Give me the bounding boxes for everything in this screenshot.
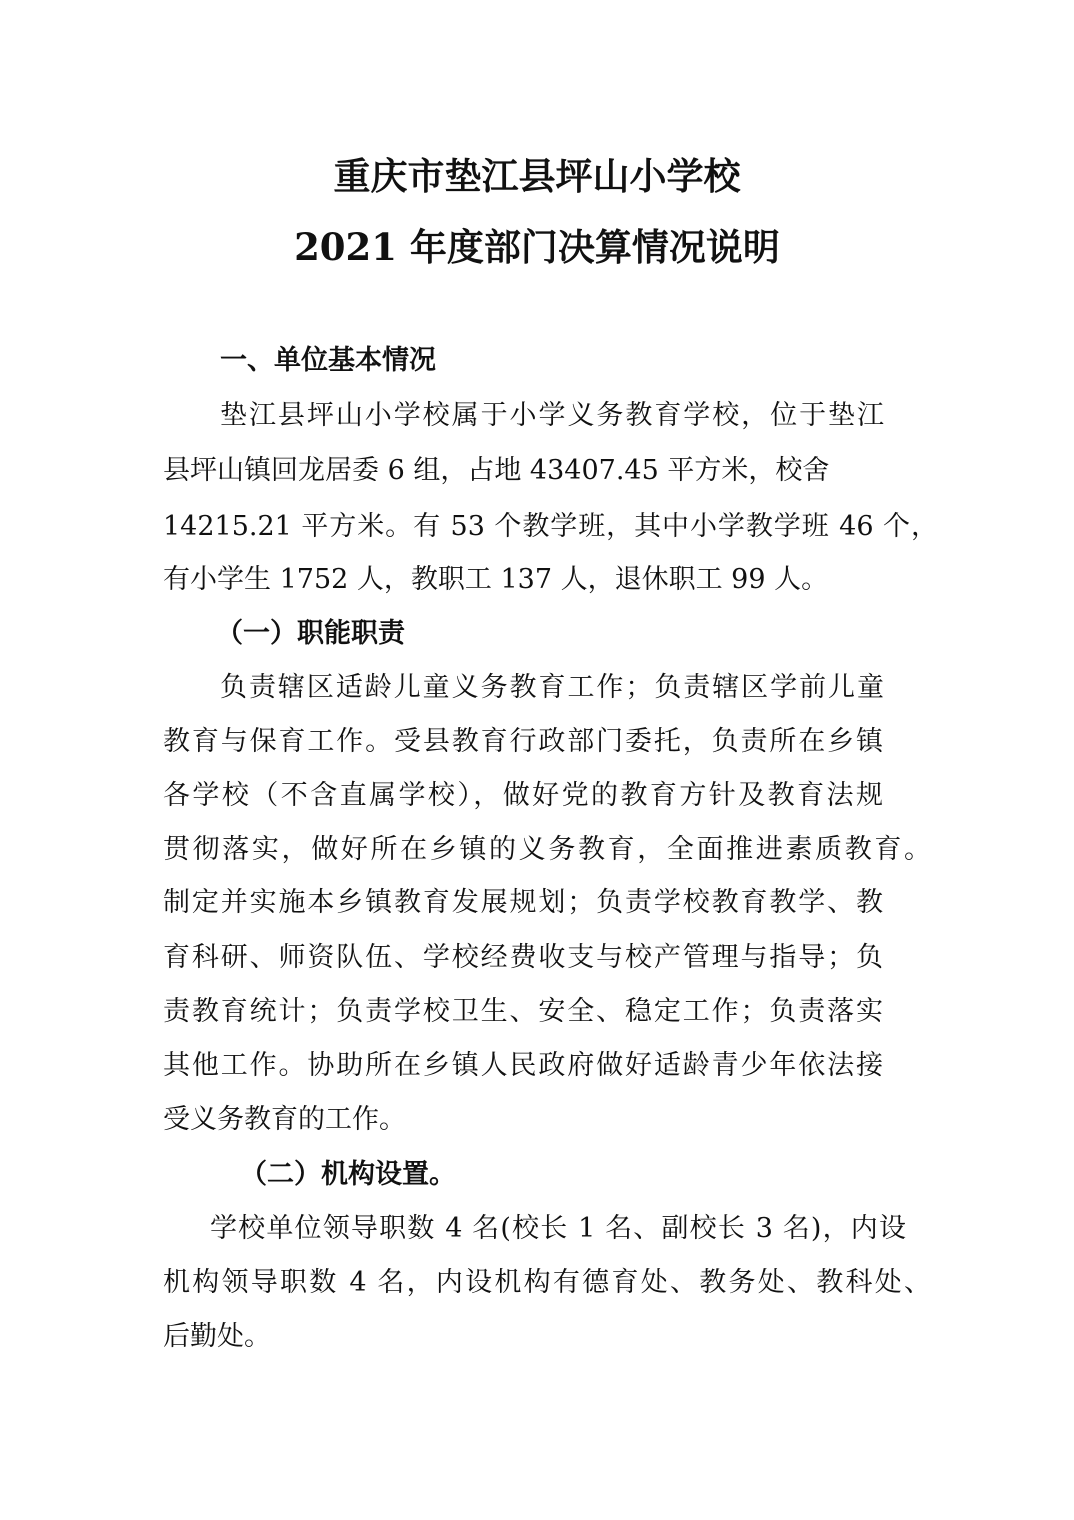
paragraph-line: 县坪山镇回龙居委 6 组，占地 43407.45 平方米，校舍 <box>163 455 830 486</box>
document-title-line-1: 重庆市垫江县坪山小学校 <box>333 154 741 198</box>
paragraph-line: 责教育统计；负责学校卫生、安全、稳定工作；负责落实 <box>163 996 883 1027</box>
paragraph-line: 14215.21 平方米。有 53 个教学班，其中小学教学班 46 个， <box>163 511 938 542</box>
paragraph-line: 制定并实施本乡镇教育发展规划；负责学校教育教学、教 <box>163 887 883 918</box>
paragraph-line: 育科研、师资队伍、学校经费收支与校产管理与指导；负 <box>163 942 883 973</box>
paragraph-line: 后勤处。 <box>163 1321 271 1352</box>
document-title-line-2: 2021 年度部门决算情况说明 <box>294 225 780 269</box>
paragraph-line: 垫江县坪山小学校属于小学义务教育学校，位于垫江 <box>220 400 884 431</box>
paragraph-line: 其他工作。协助所在乡镇人民政府做好适龄青少年依法接 <box>163 1050 883 1081</box>
paragraph-line: 机构领导职数 4 名，内设机构有德育处、教务处、教科处、 <box>163 1267 931 1298</box>
paragraph-line: 受义务教育的工作。 <box>163 1104 406 1135</box>
paragraph-line: 贯彻落实，做好所在乡镇的义务教育，全面推进素质教育。 <box>163 834 931 865</box>
paragraph-line: 教育与保育工作。受县教育行政部门委托，负责所在乡镇 <box>163 726 883 757</box>
section-heading-basic-info: 一、单位基本情况 <box>220 345 436 376</box>
paragraph-line: 各学校（不含直属学校），做好党的教育方针及教育法规 <box>163 780 883 811</box>
paragraph-line: 负责辖区适龄儿童义务教育工作；负责辖区学前儿童 <box>220 672 884 703</box>
subsection-heading-organization: （二）机构设置。 <box>240 1159 456 1190</box>
paragraph-line: 有小学生 1752 人，教职工 137 人，退休职工 99 人。 <box>163 564 829 595</box>
subsection-heading-functions: （一）职能职责 <box>216 618 405 649</box>
paragraph-line: 学校单位领导职数 4 名(校长 1 名、副校长 3 名)，内设 <box>210 1213 906 1244</box>
